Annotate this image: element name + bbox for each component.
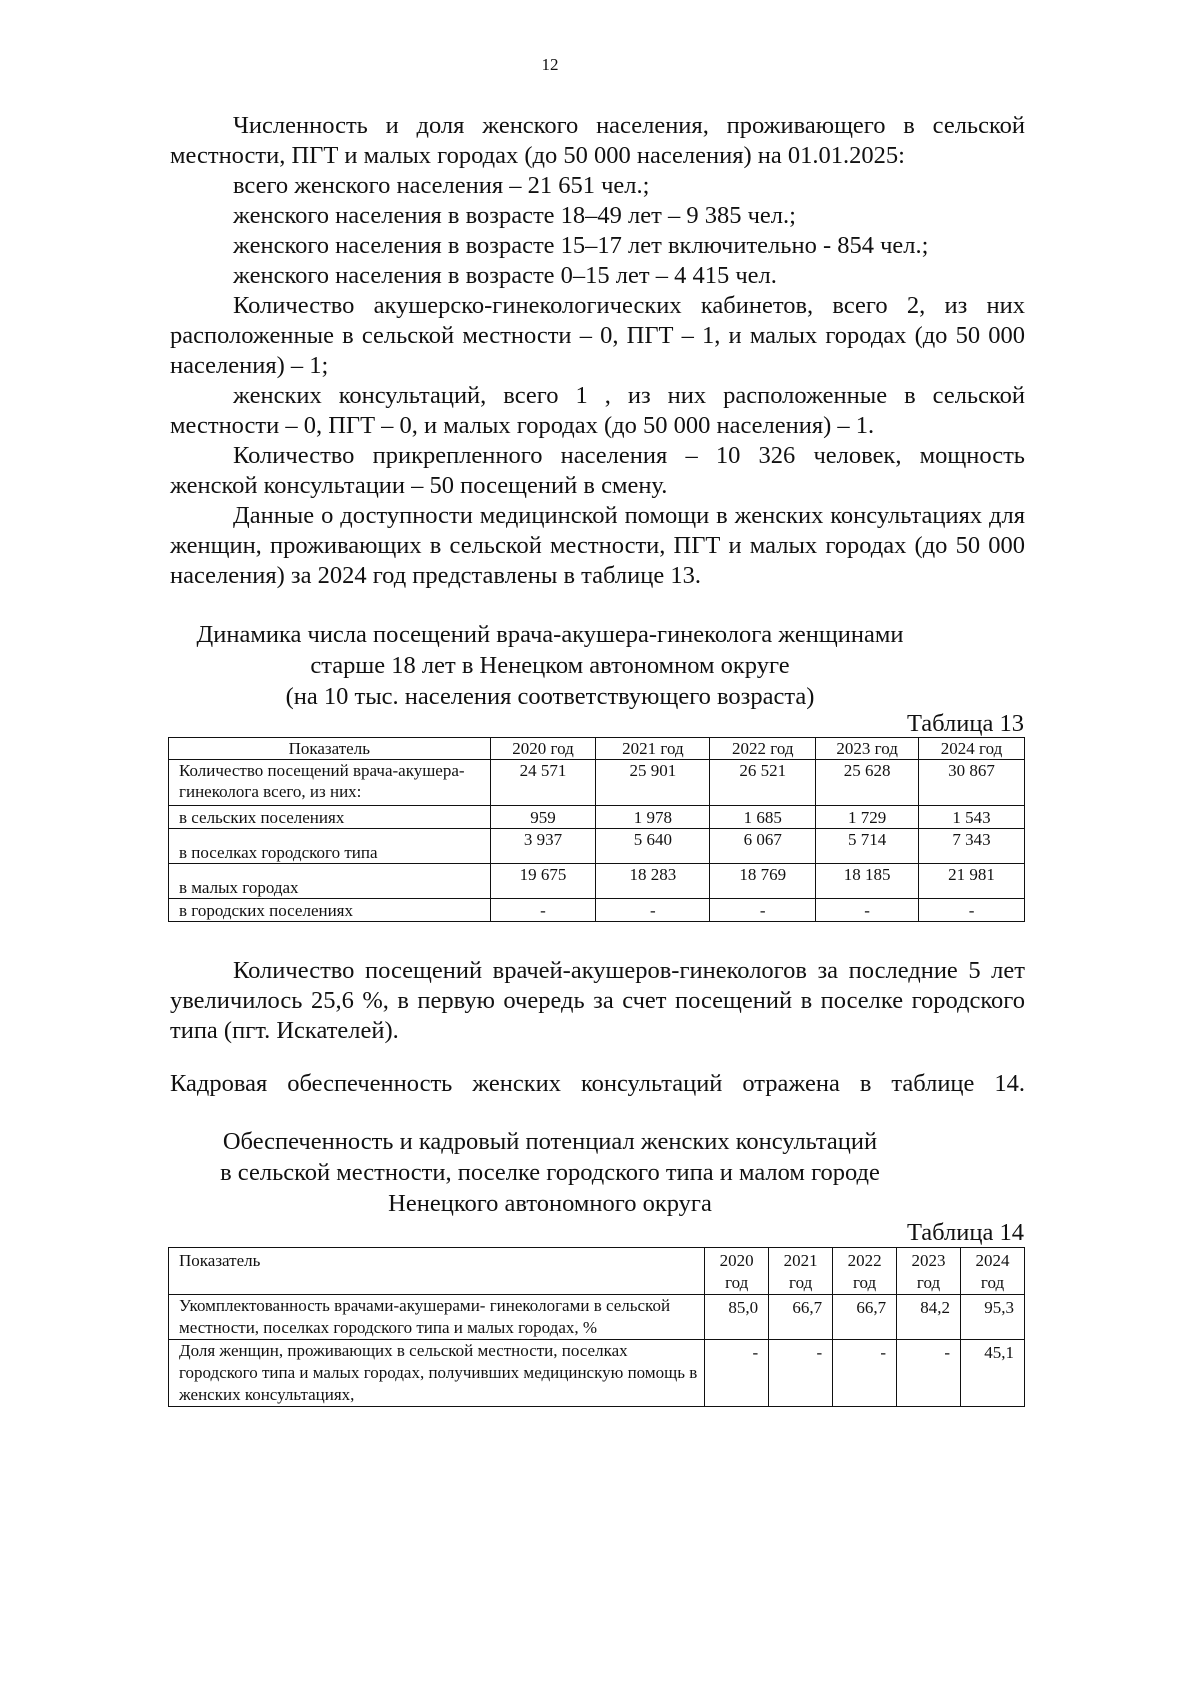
page-number: 12	[541, 55, 559, 74]
table14-title-line-1: Обеспеченность и кадровый потенциал женских консультаций	[222, 1128, 878, 1155]
table14-title-line-2: в сельской местности, поселке городского типа и малом городе	[220, 1159, 880, 1186]
table13-cell: -	[710, 899, 816, 922]
table13-header-indicator: Показатель	[169, 738, 491, 760]
intro-line-0-15: женского населения в возрасте 0–15 лет – 4 415 чел.	[233, 262, 777, 289]
table14-header-2023: 2023 год	[897, 1248, 961, 1295]
table13-cell: 18 283	[596, 864, 710, 899]
table13-cell: 3 937	[490, 829, 596, 864]
paragraph-availability: Данные о доступности медицинской помощи в женских консультациях для женщин, проживающих в сельской местности, ПГТ и малых городах (до 50 000 населения) за 2024 год представлены в таблице 13.	[170, 502, 1025, 589]
table13-header-2024: 2024 год	[919, 738, 1025, 760]
table-row	[169, 1295, 1025, 1340]
table13-title-line-1: Динамика числа посещений врача-акушера-гинеколога женщинами	[196, 621, 904, 648]
intro-line-18-49: женского населения в возрасте 18–49 лет – 9 385 чел.;	[233, 202, 796, 229]
table13-cell: 25 901	[596, 760, 710, 806]
table13-row-label: в поселках городского типа	[169, 829, 491, 864]
table14-cell: 95,3	[961, 1295, 1025, 1340]
table14-header-2020: 2020 год	[705, 1248, 769, 1295]
table13-cell: 26 521	[710, 760, 816, 806]
table13-cell: -	[919, 899, 1025, 922]
paragraph-after-table13: Количество посещений врачей-акушеров-гинекологов за последние 5 лет увеличилось 25,6 %, в первую очередь за счет посещений в поселке городского типа (пгт. Искателей).	[170, 957, 1025, 1044]
table13-header-2021: 2021 год	[596, 738, 710, 760]
table13-cell: -	[816, 899, 919, 922]
table14-header-2022: 2022 год	[833, 1248, 897, 1295]
paragraph-cabinets: Количество акушерско-гинекологических кабинетов, всего 2, из них расположенные в сельской местности – 0, ПГТ – 1, и малых городах (до 50 000 населения) – 1;	[170, 292, 1025, 379]
table13-cell: 959	[490, 806, 596, 829]
table13-cell: 1 978	[596, 806, 710, 829]
table13-cell: 24 571	[490, 760, 596, 806]
table13-header-2020: 2020 год	[490, 738, 596, 760]
table14-header-indicator: Показатель	[169, 1248, 705, 1295]
table-13	[168, 737, 1025, 922]
intro-line-15-17: женского населения в возрасте 15–17 лет включительно - 854 чел.;	[233, 232, 929, 259]
table13-cell: 18 769	[710, 864, 816, 899]
table14-cell: 66,7	[833, 1295, 897, 1340]
table13-cell: 5 640	[596, 829, 710, 864]
table14-cell: 45,1	[961, 1340, 1025, 1407]
intro-line-total: всего женского населения – 21 651 чел.;	[233, 172, 650, 199]
table14-cell: 85,0	[705, 1295, 769, 1340]
table-row	[169, 864, 1025, 899]
table13-header-2023: 2023 год	[816, 738, 919, 760]
table14-row-label: Укомплектованность врачами-акушерами- гинекологами в сельской местности, поселках городского типа и малых городах, %	[169, 1295, 705, 1340]
table13-cell: 21 981	[919, 864, 1025, 899]
table14-cell: -	[897, 1340, 961, 1407]
table13-cell: 7 343	[919, 829, 1025, 864]
table13-cell: 25 628	[816, 760, 919, 806]
table13-cell: -	[596, 899, 710, 922]
table14-header-2021: 2021 год	[769, 1248, 833, 1295]
table14-header-row	[169, 1248, 1025, 1295]
table14-cell: -	[769, 1340, 833, 1407]
table14-cell: -	[705, 1340, 769, 1407]
table-row	[169, 1340, 1025, 1407]
paragraph-staffing-intro: Кадровая обеспеченность женских консультаций отражена в таблице 14.	[170, 1070, 1025, 1097]
table13-header-2022: 2022 год	[710, 738, 816, 760]
table14-cell: -	[833, 1340, 897, 1407]
paragraph-population: Количество прикрепленного населения – 10 326 человек, мощность женской консультации – 50 посещений в смену.	[170, 442, 1025, 499]
table13-title-line-2: старше 18 лет в Ненецком автономном округе	[310, 652, 790, 679]
table14-cell: 84,2	[897, 1295, 961, 1340]
table13-title-line-3: (на 10 тыс. населения соответствующего возраста)	[285, 683, 815, 710]
table13-row-label: в сельских поселениях	[169, 806, 491, 829]
intro-heading: Численность и доля женского населения, проживающего в сельской местности, ПГТ и малых городах (до 50 000 населения) на 01.01.2025:	[170, 112, 1025, 169]
table14-cell: 66,7	[769, 1295, 833, 1340]
table13-header-row	[169, 738, 1025, 760]
table14-title-line-3: Ненецкого автономного округа	[388, 1190, 712, 1217]
table13-cell: 1 543	[919, 806, 1025, 829]
paragraph-consultations: женских консультаций, всего 1 , из них расположенные в сельской местности – 0, ПГТ – 0, и малых городах (до 50 000 населения) – 1.	[170, 382, 1025, 439]
table14-row-label: Доля женщин, проживающих в сельской местности, поселках городского типа и малых городах, получивших медицинскую помощь в женских консультациях,	[169, 1340, 705, 1407]
table14-header-2024: 2024 год	[961, 1248, 1025, 1295]
table-row	[169, 806, 1025, 829]
table-row	[169, 760, 1025, 806]
table13-row-label: в городских поселениях	[169, 899, 491, 922]
table13-cell: 1 685	[710, 806, 816, 829]
table-row	[169, 899, 1025, 922]
table-14	[168, 1247, 1025, 1407]
table13-cell: 5 714	[816, 829, 919, 864]
table13-cell: -	[490, 899, 596, 922]
table13-cell: 19 675	[490, 864, 596, 899]
table13-cell: 6 067	[710, 829, 816, 864]
table14-label: Таблица 14	[906, 1219, 1024, 1246]
table13-cell: 1 729	[816, 806, 919, 829]
table13-row-label: Количество посещений врача-акушера-гинеколога всего, из них:	[169, 760, 491, 806]
table13-label: Таблица 13	[906, 710, 1024, 737]
table13-cell: 30 867	[919, 760, 1025, 806]
table13-cell: 18 185	[816, 864, 919, 899]
table13-row-label: в малых городах	[169, 864, 491, 899]
table-row	[169, 829, 1025, 864]
